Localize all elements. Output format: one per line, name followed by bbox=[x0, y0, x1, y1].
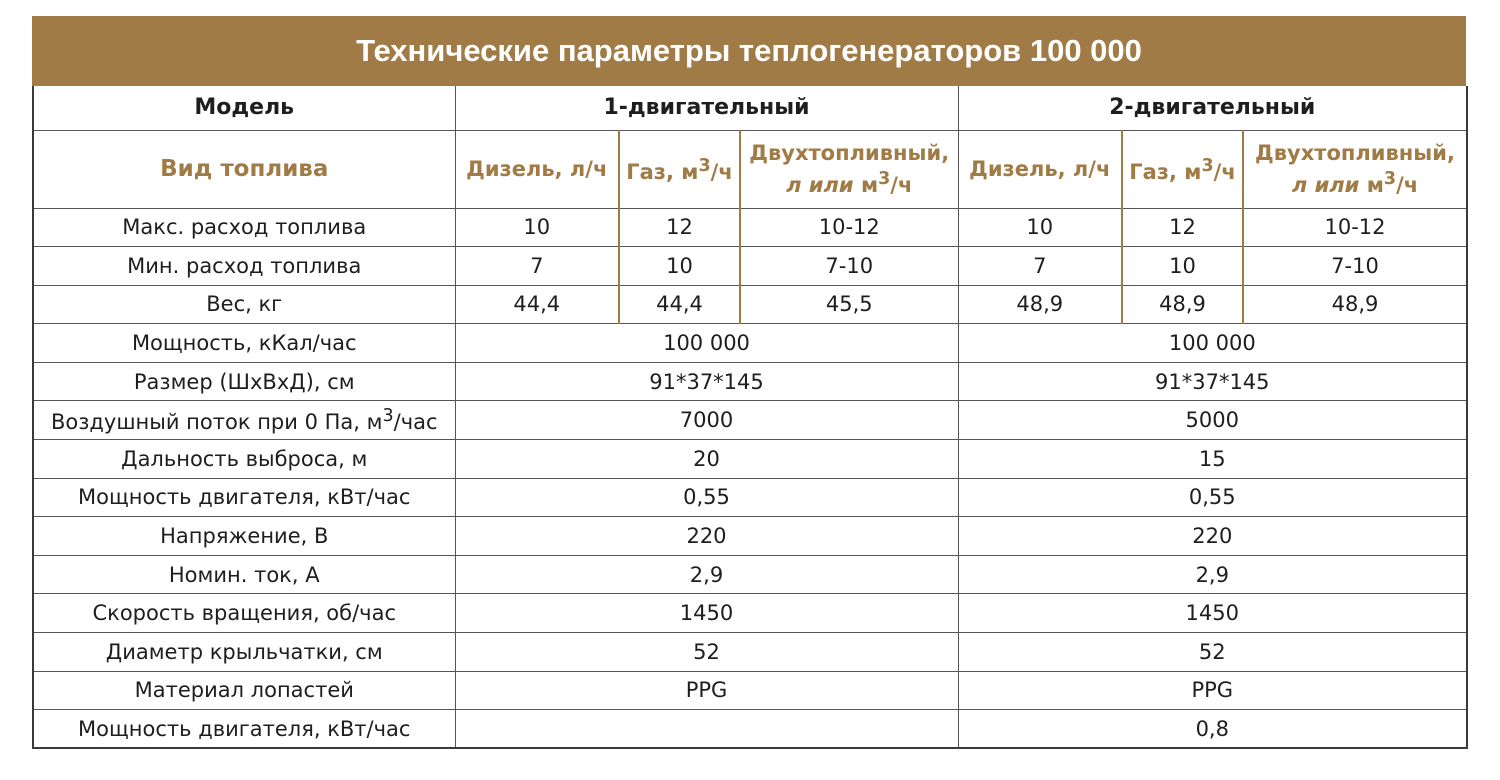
cell-value: 48,9 bbox=[1122, 285, 1243, 324]
row-label: Дальность выброса, м bbox=[33, 440, 455, 479]
cell-value: 44,4 bbox=[455, 285, 619, 324]
row-label: Напряжение, В bbox=[33, 517, 455, 556]
cell-value: PPG bbox=[958, 671, 1467, 710]
table-row bbox=[33, 517, 1467, 556]
cell-value: 220 bbox=[958, 517, 1467, 556]
dual-fuel-title: Двухтопливный, bbox=[749, 141, 950, 165]
title-bar bbox=[32, 16, 1466, 86]
cell-value: 7000 bbox=[455, 401, 958, 440]
table-row bbox=[33, 362, 1467, 401]
cell-value: 48,9 bbox=[958, 285, 1122, 324]
cell-value: 10-12 bbox=[740, 208, 958, 247]
dual-fuel-liters: л bbox=[786, 173, 802, 197]
gas-header bbox=[619, 130, 740, 208]
row-label: Скорость вращения, об/час bbox=[33, 594, 455, 633]
gas-unit-tail-2: /ч bbox=[1213, 160, 1236, 184]
fuel-type-row bbox=[33, 130, 1467, 208]
spec-table bbox=[32, 86, 1468, 749]
dual-fuel-header-2 bbox=[1243, 130, 1467, 208]
cell-value: 10-12 bbox=[1243, 208, 1467, 247]
gas-header-2 bbox=[1122, 130, 1243, 208]
cell-value: 1450 bbox=[455, 594, 958, 633]
dual-fuel-title-2: Двухтопливный, bbox=[1255, 141, 1455, 165]
row-label: Вес, кг bbox=[33, 285, 455, 324]
dual-fuel-m-2: м bbox=[1366, 173, 1384, 197]
gas-unit: Газ, м bbox=[626, 160, 699, 184]
gas-unit-tail: /ч bbox=[710, 160, 733, 184]
cell-value: 10 bbox=[1122, 247, 1243, 286]
spec-sheet bbox=[32, 16, 1466, 749]
gas-unit-exp-2: 3 bbox=[1201, 156, 1214, 176]
row-label: Мин. расход топлива bbox=[33, 247, 455, 286]
dual-fuel-liters-2: л bbox=[1291, 173, 1308, 197]
cell-value bbox=[455, 710, 958, 749]
row-label: Макс. расход топлива bbox=[33, 208, 455, 247]
table-row bbox=[33, 633, 1467, 672]
dual-fuel-header bbox=[740, 130, 958, 208]
cell-value: 48,9 bbox=[1243, 285, 1467, 324]
table-row bbox=[33, 247, 1467, 286]
cell-value: 220 bbox=[455, 517, 958, 556]
cell-value: 52 bbox=[958, 633, 1467, 672]
row-label: Размер (ШхВхД), см bbox=[33, 362, 455, 401]
cell-value: 44,4 bbox=[619, 285, 740, 324]
cell-value: 10 bbox=[619, 247, 740, 286]
table-row bbox=[33, 710, 1467, 749]
cell-value: 5000 bbox=[958, 401, 1467, 440]
dual-fuel-tail: /ч bbox=[890, 173, 913, 197]
cell-value: 7 bbox=[958, 247, 1122, 286]
table-row bbox=[33, 671, 1467, 710]
cell-value: 20 bbox=[455, 440, 958, 479]
cell-value: 52 bbox=[455, 633, 958, 672]
cell-value: 0,55 bbox=[958, 478, 1467, 517]
cell-value: 91*37*145 bbox=[958, 362, 1467, 401]
row-label: Мощность, кКал/час bbox=[33, 324, 455, 363]
cell-value: 12 bbox=[619, 208, 740, 247]
table-row bbox=[33, 555, 1467, 594]
dual-fuel-or-2: или bbox=[1307, 173, 1367, 197]
group-1-engine: 1-двигательный bbox=[455, 86, 958, 130]
cell-value: 10 bbox=[455, 208, 619, 247]
airflow-label: Воздушный поток при 0 Па, м bbox=[50, 410, 383, 435]
cell-value: 2,9 bbox=[958, 555, 1467, 594]
cell-value: 100 000 bbox=[455, 324, 958, 363]
dual-fuel-exp-2: 3 bbox=[1383, 169, 1397, 189]
cell-value: 0,55 bbox=[455, 478, 958, 517]
airflow-label-tail: /час bbox=[393, 410, 438, 435]
row-label: Диаметр крыльчатки, см bbox=[33, 633, 455, 672]
cell-value: 7-10 bbox=[740, 247, 958, 286]
row-label: Номин. ток, А bbox=[33, 555, 455, 594]
model-row bbox=[33, 86, 1467, 130]
diesel-header: Дизель, л/ч bbox=[455, 130, 619, 208]
dual-fuel-m: м bbox=[860, 173, 879, 197]
row-label: Материал лопастей bbox=[33, 671, 455, 710]
table-row bbox=[33, 401, 1467, 440]
group-2-engine: 2-двигательный bbox=[958, 86, 1467, 130]
cell-value: 91*37*145 bbox=[455, 362, 958, 401]
cell-value: 7-10 bbox=[1243, 247, 1467, 286]
cell-value: 12 bbox=[1122, 208, 1243, 247]
dual-fuel-tail-2: /ч bbox=[1396, 173, 1419, 197]
table-row bbox=[33, 324, 1467, 363]
table-row bbox=[33, 478, 1467, 517]
table-row bbox=[33, 208, 1467, 247]
gas-unit-exp: 3 bbox=[698, 156, 711, 176]
cell-value: 45,5 bbox=[740, 285, 958, 324]
dual-fuel-or: или bbox=[801, 173, 861, 197]
diesel-header-2: Дизель, л/ч bbox=[958, 130, 1122, 208]
fuel-label: Вид топлива bbox=[33, 130, 455, 208]
cell-value: 0,8 bbox=[958, 710, 1467, 749]
page-title: Технические параметры теплогенераторов 100 000 bbox=[356, 33, 1142, 68]
table-row bbox=[33, 594, 1467, 633]
airflow-label-exp: 3 bbox=[382, 406, 394, 427]
row-label-airflow bbox=[33, 401, 455, 440]
row-label: Мощность двигателя, кВт/час bbox=[33, 478, 455, 517]
dual-fuel-exp: 3 bbox=[878, 169, 891, 189]
cell-value: 15 bbox=[958, 440, 1467, 479]
table-row bbox=[33, 440, 1467, 479]
model-label: Модель bbox=[33, 86, 455, 130]
gas-unit-2: Газ, м bbox=[1129, 160, 1202, 184]
row-label: Мощность двигателя, кВт/час bbox=[33, 710, 455, 749]
cell-value: PPG bbox=[455, 671, 958, 710]
cell-value: 10 bbox=[958, 208, 1122, 247]
cell-value: 100 000 bbox=[958, 324, 1467, 363]
cell-value: 1450 bbox=[958, 594, 1467, 633]
cell-value: 7 bbox=[455, 247, 619, 286]
table-row bbox=[33, 285, 1467, 324]
cell-value: 2,9 bbox=[455, 555, 958, 594]
